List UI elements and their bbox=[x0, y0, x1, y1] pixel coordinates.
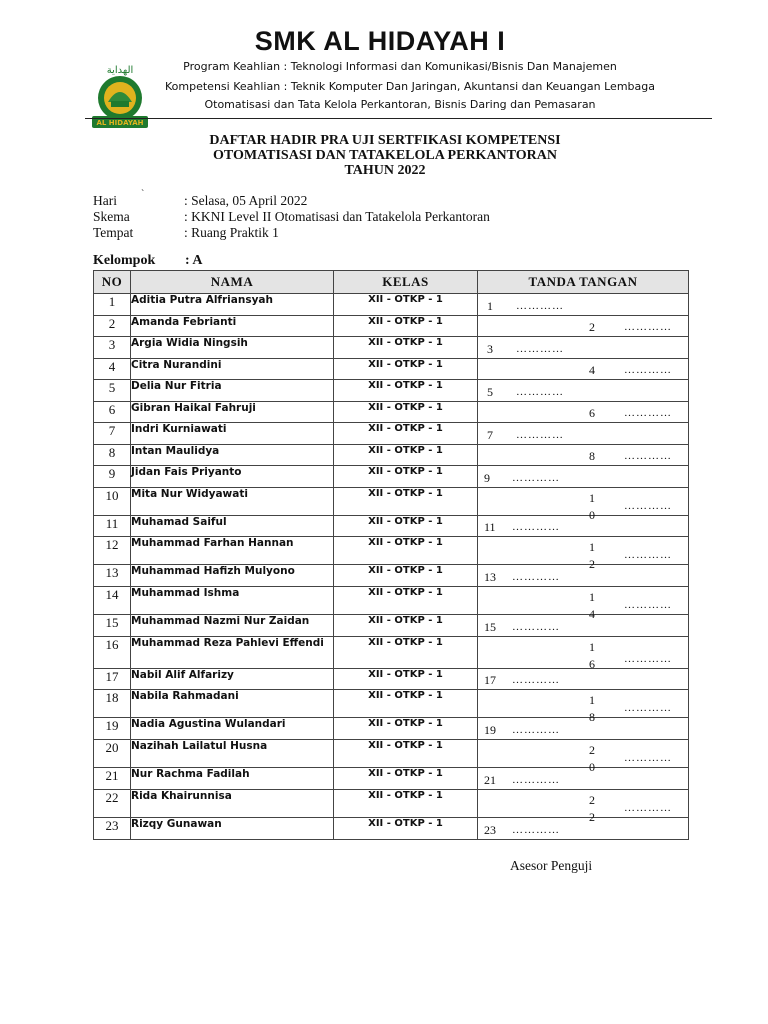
row-number: 13 bbox=[94, 565, 131, 587]
signature-dots: ………… bbox=[512, 621, 560, 633]
signature-number: 13 bbox=[484, 570, 496, 584]
signature-number: 9 bbox=[484, 471, 490, 485]
signature-dots: ………… bbox=[516, 343, 564, 355]
table-row bbox=[94, 402, 689, 423]
signature-number: 22 bbox=[589, 793, 595, 824]
row-number: 20 bbox=[94, 740, 131, 768]
signature-dots: ………… bbox=[516, 300, 564, 312]
student-name: Delia Nur Fitria bbox=[131, 380, 334, 402]
col-header-tanda-tangan: TANDA TANGAN bbox=[478, 271, 689, 294]
signature-number: 11 bbox=[484, 520, 496, 534]
student-name: Amanda Febrianti bbox=[131, 316, 334, 337]
table-body bbox=[94, 294, 689, 840]
row-number: 21 bbox=[94, 768, 131, 790]
signature-cell[interactable] bbox=[478, 294, 689, 316]
student-name: Muhammad Ishma bbox=[131, 587, 334, 615]
student-class: XII - OTKP - 1 bbox=[334, 359, 478, 380]
signature-number: 4 bbox=[589, 363, 595, 377]
student-name: Muhammad Nazmi Nur Zaidan bbox=[131, 615, 334, 637]
student-class: XII - OTKP - 1 bbox=[334, 488, 478, 516]
signature-number: 14 bbox=[589, 590, 595, 621]
student-name: Nadia Agustina Wulandari bbox=[131, 718, 334, 740]
tempat-label: Tempat bbox=[93, 225, 134, 240]
student-name: Argia Widia Ningsih bbox=[131, 337, 334, 359]
signature-dots: ………… bbox=[624, 599, 672, 611]
hari-mark: ` bbox=[141, 189, 145, 200]
skema-value: : KKNI Level II Otomatisasi dan Tatakelola Perkantoran bbox=[184, 209, 490, 224]
signature-number: 8 bbox=[589, 449, 595, 463]
signature-cell[interactable] bbox=[478, 380, 689, 402]
student-name: Rida Khairunnisa bbox=[131, 790, 334, 818]
signature-dots: ………… bbox=[624, 321, 672, 333]
student-name: Nabila Rahmadani bbox=[131, 690, 334, 718]
signature-cell[interactable] bbox=[478, 565, 689, 587]
row-number: 2 bbox=[94, 316, 131, 337]
student-class: XII - OTKP - 1 bbox=[334, 423, 478, 445]
signature-dots: ………… bbox=[624, 450, 672, 462]
doc-title-line3: TAHUN 2022 bbox=[344, 163, 426, 178]
row-number: 1 bbox=[94, 294, 131, 316]
student-class: XII - OTKP - 1 bbox=[334, 537, 478, 565]
program-line: Program Keahlian : Teknologi Informasi dan Komunikasi/Bisnis Dan Manajemen bbox=[183, 60, 617, 73]
row-number: 9 bbox=[94, 466, 131, 488]
row-number: 12 bbox=[94, 537, 131, 565]
hari-value: : Selasa, 05 April 2022 bbox=[184, 193, 308, 208]
student-name: Mita Nur Widyawati bbox=[131, 488, 334, 516]
signature-dots: ………… bbox=[512, 774, 560, 786]
signature-number: 23 bbox=[484, 823, 496, 837]
svg-text:الهداية: الهداية bbox=[106, 65, 134, 76]
signature-cell[interactable] bbox=[478, 768, 689, 790]
signature-cell[interactable] bbox=[478, 466, 689, 488]
table-row bbox=[94, 488, 689, 516]
table-row bbox=[94, 690, 689, 718]
student-class: XII - OTKP - 1 bbox=[334, 690, 478, 718]
signature-dots: ………… bbox=[624, 364, 672, 376]
col-header-no: NO bbox=[94, 271, 131, 294]
row-number: 14 bbox=[94, 587, 131, 615]
student-name: Intan Maulidya bbox=[131, 445, 334, 466]
signature-number: 2 bbox=[589, 320, 595, 334]
signature-cell[interactable] bbox=[478, 615, 689, 637]
signature-cell[interactable] bbox=[478, 516, 689, 537]
signature-cell[interactable] bbox=[478, 587, 689, 621]
table-row bbox=[94, 516, 689, 537]
signature-number: 5 bbox=[487, 385, 493, 399]
row-number: 23 bbox=[94, 818, 131, 840]
school-name: SMK AL HIDAYAH I bbox=[254, 26, 506, 56]
row-number: 10 bbox=[94, 488, 131, 516]
student-name: Muhammad Reza Pahlevi Effendi bbox=[131, 637, 334, 669]
signature-dots: ………… bbox=[624, 500, 672, 512]
attendance-table bbox=[93, 270, 689, 840]
student-class: XII - OTKP - 1 bbox=[334, 565, 478, 587]
signature-number: 21 bbox=[484, 773, 496, 787]
signature-dots: ………… bbox=[512, 472, 560, 484]
signature-dots: ………… bbox=[624, 653, 672, 665]
table-row bbox=[94, 537, 689, 565]
table-row bbox=[94, 740, 689, 768]
signature-dots: ………… bbox=[624, 752, 672, 764]
student-name: Citra Nurandini bbox=[131, 359, 334, 380]
row-number: 15 bbox=[94, 615, 131, 637]
signature-cell[interactable] bbox=[478, 402, 689, 423]
kelompok-label: Kelompok bbox=[93, 253, 156, 268]
signature-cell[interactable] bbox=[478, 818, 689, 840]
table-row bbox=[94, 587, 689, 615]
signature-dots: ………… bbox=[624, 549, 672, 561]
student-class: XII - OTKP - 1 bbox=[334, 402, 478, 423]
row-number: 17 bbox=[94, 669, 131, 690]
doc-title-line1: DAFTAR HADIR PRA UJI SERTFIKASI KOMPETENSI bbox=[209, 133, 561, 148]
student-class: XII - OTKP - 1 bbox=[334, 516, 478, 537]
student-class: XII - OTKP - 1 bbox=[334, 445, 478, 466]
student-name: Muhammad Hafizh Mulyono bbox=[131, 565, 334, 587]
signature-cell[interactable] bbox=[478, 423, 689, 445]
student-name: Jidan Fais Priyanto bbox=[131, 466, 334, 488]
student-name: Gibran Haikal Fahruji bbox=[131, 402, 334, 423]
signature-number: 1 bbox=[487, 299, 493, 313]
signature-number: 10 bbox=[589, 491, 595, 522]
table-row bbox=[94, 637, 689, 669]
row-number: 11 bbox=[94, 516, 131, 537]
table-row bbox=[94, 615, 689, 637]
signature-cell[interactable] bbox=[478, 637, 689, 669]
table-row bbox=[94, 669, 689, 690]
doc-title-line2: OTOMATISASI DAN TATAKELOLA PERKANTORAN bbox=[213, 148, 557, 163]
signature-cell[interactable] bbox=[478, 337, 689, 359]
table-row bbox=[94, 294, 689, 316]
signature-dots: ………… bbox=[512, 521, 560, 533]
student-class: XII - OTKP - 1 bbox=[334, 669, 478, 690]
signature-dots: ………… bbox=[512, 571, 560, 583]
row-number: 5 bbox=[94, 380, 131, 402]
signature-number: 6 bbox=[589, 406, 595, 420]
svg-text:AL HIDAYAH: AL HIDAYAH bbox=[96, 119, 144, 127]
skema-label: Skema bbox=[93, 209, 130, 224]
student-class: XII - OTKP - 1 bbox=[334, 587, 478, 615]
signature-dots: ………… bbox=[512, 724, 560, 736]
signature-cell[interactable] bbox=[478, 537, 689, 571]
student-name: Aditia Putra Alfriansyah bbox=[131, 294, 334, 316]
student-class: XII - OTKP - 1 bbox=[334, 466, 478, 488]
signature-number: 3 bbox=[487, 342, 493, 356]
signature-cell[interactable] bbox=[478, 690, 689, 724]
signature-number: 18 bbox=[589, 693, 595, 724]
row-number: 19 bbox=[94, 718, 131, 740]
table-row bbox=[94, 445, 689, 466]
signature-dots: ………… bbox=[512, 824, 560, 836]
table-row bbox=[94, 380, 689, 402]
student-name: Muhammad Farhan Hannan bbox=[131, 537, 334, 565]
row-number: 4 bbox=[94, 359, 131, 380]
signature-number: 12 bbox=[589, 540, 595, 571]
signature-cell[interactable] bbox=[478, 740, 689, 774]
signature-cell[interactable] bbox=[478, 790, 689, 824]
student-class: XII - OTKP - 1 bbox=[334, 768, 478, 790]
table-row bbox=[94, 337, 689, 359]
row-number: 7 bbox=[94, 423, 131, 445]
table-row bbox=[94, 316, 689, 337]
signature-cell[interactable] bbox=[478, 445, 689, 466]
student-class: XII - OTKP - 1 bbox=[334, 790, 478, 818]
table-header-row bbox=[94, 271, 689, 294]
signature-cell[interactable] bbox=[478, 359, 689, 380]
signature-dots: ………… bbox=[624, 702, 672, 714]
signature-number: 7 bbox=[487, 428, 493, 442]
signature-dots: ………… bbox=[516, 386, 564, 398]
kelompok-value: : A bbox=[185, 253, 203, 268]
signature-dots: ………… bbox=[516, 429, 564, 441]
signature-cell[interactable] bbox=[478, 669, 689, 690]
student-name: Nazihah Lailatul Husna bbox=[131, 740, 334, 768]
tempat-value: : Ruang Praktik 1 bbox=[184, 225, 279, 240]
signature-number: 19 bbox=[484, 723, 496, 737]
student-name: Nabil Alif Alfarizy bbox=[131, 669, 334, 690]
signature-dots: ………… bbox=[624, 802, 672, 814]
row-number: 8 bbox=[94, 445, 131, 466]
student-name: Rizqy Gunawan bbox=[131, 818, 334, 840]
student-class: XII - OTKP - 1 bbox=[334, 615, 478, 637]
signature-cell[interactable] bbox=[478, 718, 689, 740]
signature-number: 20 bbox=[589, 743, 595, 774]
table-row bbox=[94, 359, 689, 380]
student-class: XII - OTKP - 1 bbox=[334, 818, 478, 840]
header-divider bbox=[85, 118, 712, 119]
col-header-kelas: KELAS bbox=[334, 271, 478, 294]
row-number: 16 bbox=[94, 637, 131, 669]
student-class: XII - OTKP - 1 bbox=[334, 637, 478, 669]
row-number: 18 bbox=[94, 690, 131, 718]
school-logo bbox=[78, 62, 162, 134]
table-row bbox=[94, 818, 689, 840]
student-name: Indri Kurniawati bbox=[131, 423, 334, 445]
student-name: Muhamad Saiful bbox=[131, 516, 334, 537]
row-number: 6 bbox=[94, 402, 131, 423]
student-class: XII - OTKP - 1 bbox=[334, 718, 478, 740]
row-number: 22 bbox=[94, 790, 131, 818]
student-class: XII - OTKP - 1 bbox=[334, 380, 478, 402]
hari-label: Hari bbox=[93, 193, 117, 208]
assessor-label: Asesor Penguji bbox=[510, 858, 593, 873]
signature-number: 16 bbox=[589, 640, 595, 671]
row-number: 3 bbox=[94, 337, 131, 359]
competency-line-1: Kompetensi Keahlian : Teknik Komputer Dan Jaringan, Akuntansi dan Keuangan Lembaga bbox=[165, 80, 655, 93]
table-row bbox=[94, 718, 689, 740]
table-row bbox=[94, 790, 689, 818]
col-header-nama: NAMA bbox=[131, 271, 334, 294]
kelompok bbox=[93, 253, 203, 269]
table-row bbox=[94, 466, 689, 488]
student-class: XII - OTKP - 1 bbox=[334, 740, 478, 768]
signature-cell[interactable] bbox=[478, 316, 689, 337]
table-row bbox=[94, 423, 689, 445]
signature-dots: ………… bbox=[512, 674, 560, 686]
student-class: XII - OTKP - 1 bbox=[334, 316, 478, 337]
table-row bbox=[94, 768, 689, 790]
signature-cell[interactable] bbox=[478, 488, 689, 522]
student-name: Nur Rachma Fadilah bbox=[131, 768, 334, 790]
competency-line-2: Otomatisasi dan Tata Kelola Perkantoran, Bisnis Daring dan Pemasaran bbox=[204, 98, 596, 111]
signature-number: 17 bbox=[484, 673, 496, 687]
student-class: XII - OTKP - 1 bbox=[334, 294, 478, 316]
student-class: XII - OTKP - 1 bbox=[334, 337, 478, 359]
signature-number: 15 bbox=[484, 620, 496, 634]
signature-dots: ………… bbox=[624, 407, 672, 419]
table-row bbox=[94, 565, 689, 587]
